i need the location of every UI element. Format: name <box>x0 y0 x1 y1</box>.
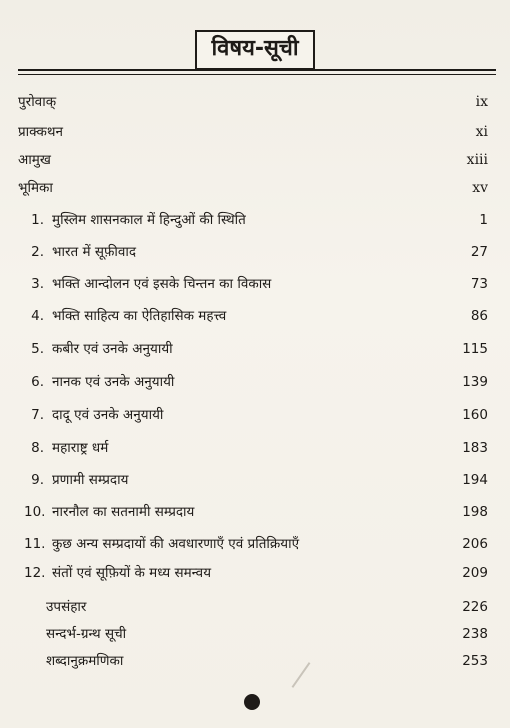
entry-page: xiii <box>466 152 488 168</box>
list-item[interactable] <box>0 370 510 394</box>
list-item[interactable] <box>0 622 510 646</box>
entry-page: 86 <box>470 308 488 324</box>
list-item[interactable] <box>0 403 510 427</box>
entry-title: दादू एवं उनके अनुयायी <box>52 407 164 423</box>
entry-page: 1 <box>479 212 488 228</box>
entry-page: 27 <box>470 244 488 260</box>
list-item[interactable] <box>0 532 510 556</box>
chapter-number: 10. <box>24 504 46 520</box>
entry-title: आमुख <box>18 152 51 168</box>
entry-page: 226 <box>462 599 488 615</box>
entry-page: 253 <box>462 653 488 669</box>
entry-title: सन्दर्भ-ग्रन्थ सूची <box>46 626 127 642</box>
list-item[interactable] <box>0 176 510 200</box>
list-item[interactable] <box>0 500 510 524</box>
entry-title: प्रणामी सम्प्रदाय <box>52 472 129 488</box>
list-item[interactable] <box>0 468 510 492</box>
entry-title: मुस्लिम शासनकाल में हिन्दुओं की स्थिति <box>52 212 246 228</box>
entry-title: पुरोवाक् <box>18 94 57 110</box>
entry-title: नारनौल का सतनामी सम्प्रदाय <box>52 504 195 520</box>
entry-page: 139 <box>462 374 488 390</box>
entry-page: 206 <box>462 536 488 552</box>
entry-title: महाराष्ट्र धर्म <box>52 440 109 456</box>
entry-page: 238 <box>462 626 488 642</box>
entry-page: 194 <box>462 472 488 488</box>
list-item[interactable] <box>0 120 510 144</box>
list-item[interactable] <box>0 272 510 296</box>
chapter-number: 4. <box>31 308 44 324</box>
entry-title: शब्दानुक्रमणिका <box>46 653 124 669</box>
list-item[interactable] <box>0 337 510 361</box>
chapter-number: 8. <box>31 440 44 456</box>
list-item[interactable] <box>0 90 510 114</box>
entry-page: 73 <box>470 276 488 292</box>
entry-title: उपसंहार <box>46 599 87 615</box>
chapter-number: 7. <box>31 407 44 423</box>
list-item[interactable] <box>0 208 510 232</box>
list-item[interactable] <box>0 595 510 619</box>
chapter-number: 12. <box>24 565 46 581</box>
entry-title: नानक एवं उनके अनुयायी <box>52 374 175 390</box>
entry-title: भक्ति साहित्य का ऐतिहासिक महत्त्व <box>52 308 227 324</box>
entry-page: 209 <box>462 565 488 581</box>
entry-title: भारत में सूफ़ीवाद <box>52 244 137 260</box>
entry-page: 198 <box>462 504 488 520</box>
list-item[interactable] <box>0 649 510 673</box>
entry-page: 115 <box>462 341 488 357</box>
entry-page: 183 <box>462 440 488 456</box>
entry-page: xv <box>472 180 488 196</box>
list-item[interactable] <box>0 148 510 172</box>
chapter-number: 1. <box>31 212 44 228</box>
entry-page: ix <box>475 94 488 110</box>
page-title: विषय-सूची <box>195 30 314 70</box>
entry-page: 160 <box>462 407 488 423</box>
entry-page: xi <box>475 124 488 140</box>
list-item[interactable] <box>0 304 510 328</box>
list-item[interactable] <box>0 240 510 264</box>
entry-title: प्राक्कथन <box>18 124 64 140</box>
chapter-number: 11. <box>24 536 46 552</box>
entry-title: भूमिका <box>18 180 53 196</box>
list-item[interactable] <box>0 436 510 460</box>
chapter-number: 3. <box>31 276 44 292</box>
list-item[interactable] <box>0 561 510 585</box>
entry-title: भक्ति आन्दोलन एवं इसके चिन्तन का विकास <box>52 276 272 292</box>
entry-title: कबीर एवं उनके अनुयायी <box>52 341 173 357</box>
chapter-number: 9. <box>31 472 44 488</box>
entry-title: संतों एवं सूफ़ियों के मध्य समन्वय <box>52 565 212 581</box>
chapter-number: 6. <box>31 374 44 390</box>
entry-title: कुछ अन्य सम्प्रदायों की अवधारणाएँ एवं प्रतिक्रियाएँ <box>52 536 300 552</box>
chapter-number: 2. <box>31 244 44 260</box>
chapter-number: 5. <box>31 341 44 357</box>
page-bullet-mark <box>244 694 260 710</box>
